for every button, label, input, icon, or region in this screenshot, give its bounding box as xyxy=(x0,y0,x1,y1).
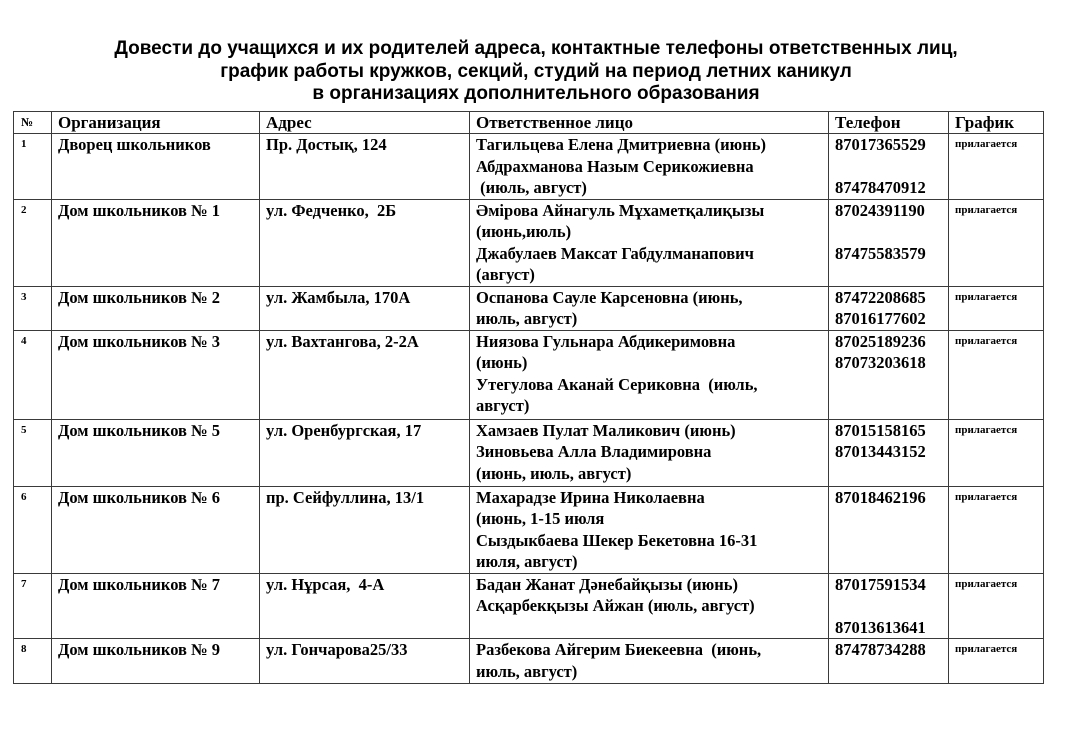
address-cell: пр. Сейфуллина, 13/1 xyxy=(260,486,470,573)
responsible-person-cell xyxy=(470,639,829,684)
phone-cell xyxy=(829,573,949,639)
phone-cell xyxy=(829,419,949,486)
phone-cell xyxy=(829,199,949,286)
phone-number: 87013443152 xyxy=(835,442,926,461)
person-line: Разбекова Айгерим Биекеевна (июнь, xyxy=(476,640,762,659)
organization-cell: Дом школьников № 5 xyxy=(52,419,260,486)
header-num: № xyxy=(14,112,52,134)
person-line: июля, август) xyxy=(476,552,578,571)
row-number: 4 xyxy=(14,330,52,419)
phone-number: 87073203618 xyxy=(835,353,926,372)
person-line: Зиновьева Алла Владимировна xyxy=(476,442,712,461)
table-row xyxy=(14,286,1044,330)
phone-number: 87016177602 xyxy=(835,309,926,328)
person-line: Джабулаев Максат Габдулманапович xyxy=(476,243,754,263)
responsible-person-cell xyxy=(470,330,829,419)
person-line: (август) xyxy=(476,265,535,284)
schedule-cell: прилагается xyxy=(949,419,1044,486)
phone-number: 87013613641 xyxy=(835,617,926,637)
phone-number: 87478734288 xyxy=(835,640,926,659)
person-line: август) xyxy=(476,396,530,415)
address-cell: ул. Нұрсая, 4-А xyxy=(260,573,470,639)
phone-cell xyxy=(829,286,949,330)
person-line: Махарадзе Ирина Николаевна xyxy=(476,487,705,507)
phone-number: 87024391190 xyxy=(835,200,925,220)
phone-number: 87018462196 xyxy=(835,487,926,507)
person-line: (июнь,июль) xyxy=(476,222,572,241)
table-row xyxy=(14,486,1044,573)
phone-cell xyxy=(829,134,949,200)
organization-cell: Дом школьников № 3 xyxy=(52,330,260,419)
phone-number: 87478470912 xyxy=(835,178,926,197)
schedule-cell: прилагается xyxy=(949,286,1044,330)
address-cell: Пр. Достық, 124 xyxy=(260,134,470,200)
address-cell: ул. Оренбургская, 17 xyxy=(260,419,470,486)
person-line: Оспанова Сауле Карсеновна (июнь, xyxy=(476,287,743,307)
header-address: Адрес xyxy=(260,112,470,134)
person-line: июль, август) xyxy=(476,309,578,328)
schedule-cell: прилагается xyxy=(949,330,1044,419)
table-row xyxy=(14,330,1044,419)
organization-cell: Дворец школьников xyxy=(52,134,260,200)
organizations-table xyxy=(13,111,1044,684)
table-row xyxy=(14,573,1044,639)
schedule-cell: прилагается xyxy=(949,573,1044,639)
row-number: 6 xyxy=(14,486,52,573)
schedule-cell: прилагается xyxy=(949,134,1044,200)
row-number: 8 xyxy=(14,639,52,684)
person-line: (июнь) xyxy=(476,353,528,372)
person-line: Сыздыкбаева Шекер Бекетовна 16-31 xyxy=(476,530,758,550)
responsible-person-cell xyxy=(470,419,829,486)
phone-cell xyxy=(829,486,949,573)
row-number: 3 xyxy=(14,286,52,330)
row-number: 7 xyxy=(14,573,52,639)
person-line: Бадан Жанат Дәнебайқызы (июнь) xyxy=(476,574,738,594)
schedule-cell: прилагается xyxy=(949,486,1044,573)
table-row xyxy=(14,199,1044,286)
person-line: Абдрахманова Назым Серикожиевна xyxy=(476,156,754,176)
address-cell: ул. Вахтангова, 2-2А xyxy=(260,330,470,419)
phone-number: 87017591534 xyxy=(835,574,926,594)
title-line-3: в организациях дополнительного образования xyxy=(312,83,760,104)
table-row xyxy=(14,639,1044,684)
phone-number: 87472208685 xyxy=(835,287,926,307)
person-line: Тагильцева Елена Дмитриевна (июнь) xyxy=(476,135,766,154)
header-organization: Организация xyxy=(52,112,260,134)
person-line: (июнь, июль, август) xyxy=(476,463,632,483)
person-line: Утегулова Аканай Сериковна (июль, xyxy=(476,374,758,394)
person-line: Хамзаев Пулат Маликович (июнь) xyxy=(476,420,736,440)
header-schedule: График xyxy=(949,112,1044,134)
address-cell: ул. Жамбыла, 170А xyxy=(260,286,470,330)
address-cell: ул. Гончарова25/33 xyxy=(260,639,470,684)
responsible-person-cell xyxy=(470,573,829,639)
person-line: (июль, август) xyxy=(476,178,587,197)
person-line: Асқарбекқызы Айжан (июль, август) xyxy=(476,596,755,615)
header-responsible-person: Ответственное лицо xyxy=(470,112,829,134)
phone-cell xyxy=(829,330,949,419)
schedule-cell: прилагается xyxy=(949,639,1044,684)
organization-cell: Дом школьников № 7 xyxy=(52,573,260,639)
document-title xyxy=(0,38,1072,106)
table-header-row xyxy=(14,112,1044,134)
header-phone: Телефон xyxy=(829,112,949,134)
schedule-cell: прилагается xyxy=(949,199,1044,286)
person-line: (июнь, 1-15 июля xyxy=(476,509,605,528)
row-number: 5 xyxy=(14,419,52,486)
organization-cell: Дом школьников № 1 xyxy=(52,199,260,286)
person-line: Әмірова Айнагуль Мұхаметқалиқызы xyxy=(476,200,765,220)
person-line: Ниязова Гульнара Абдикеримовна xyxy=(476,331,736,351)
title-line-1: Довести до учащихся и их родителей адреса, контактные телефоны ответственных лиц, xyxy=(114,38,958,59)
responsible-person-cell xyxy=(470,286,829,330)
row-number: 1 xyxy=(14,134,52,200)
organization-cell: Дом школьников № 2 xyxy=(52,286,260,330)
organization-cell: Дом школьников № 6 xyxy=(52,486,260,573)
phone-number: 87475583579 xyxy=(835,243,926,263)
responsible-person-cell xyxy=(470,486,829,573)
responsible-person-cell xyxy=(470,199,829,286)
organization-cell: Дом школьников № 9 xyxy=(52,639,260,684)
table-row xyxy=(14,134,1044,200)
phone-cell xyxy=(829,639,949,684)
person-line: июль, август) xyxy=(476,661,578,681)
phone-number: 87017365529 xyxy=(835,135,926,154)
address-cell: ул. Федченко, 2Б xyxy=(260,199,470,286)
phone-number: 87015158165 xyxy=(835,420,926,440)
row-number: 2 xyxy=(14,199,52,286)
responsible-person-cell xyxy=(470,134,829,200)
phone-number: 87025189236 xyxy=(835,331,926,351)
title-line-2: график работы кружков, секций, студий на период летних каникул xyxy=(220,60,852,82)
table-row xyxy=(14,419,1044,486)
